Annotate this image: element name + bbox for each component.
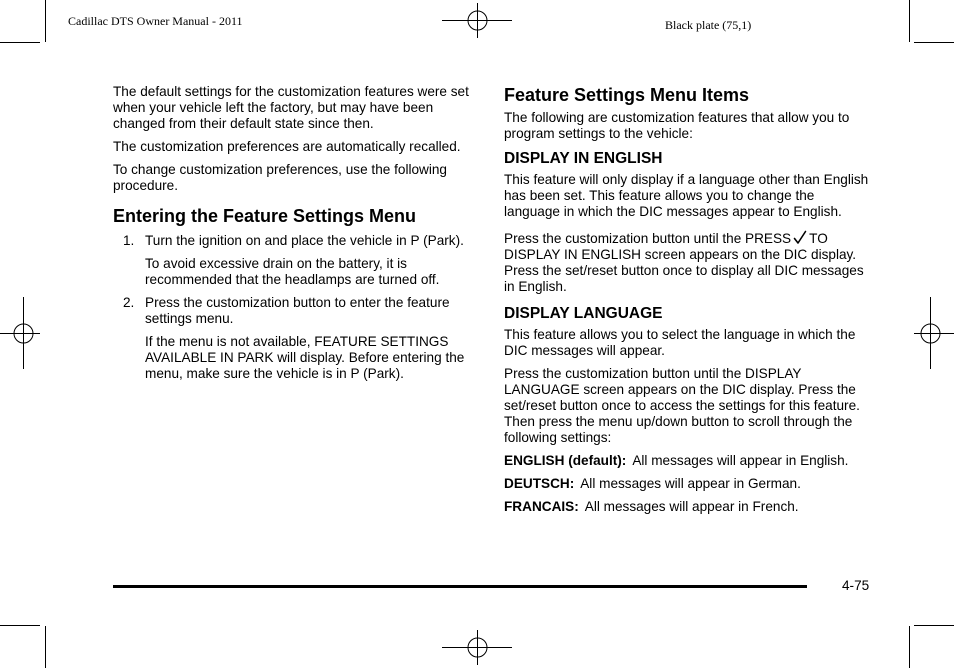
- language-option-francais: [504, 499, 872, 515]
- subheading-display-language: DISPLAY LANGUAGE: [504, 305, 663, 322]
- intro-paragraph-2: The customization preferences are automatically recalled.: [113, 139, 461, 154]
- display-language-paragraph-1: This feature allows you to select the language in which the DIC messages will appear.: [504, 327, 856, 358]
- step-number: 2.: [123, 295, 135, 310]
- press-text: Press the customization button until the PRESS: [504, 231, 792, 246]
- intro-paragraph-3: To change customization preferences, use the following procedure.: [113, 162, 447, 193]
- display-english-text: TO DISPLAY IN ENGLISH screen appears on the DIC display. Press the set/reset button once to display all DIC messages in English.: [504, 231, 864, 294]
- plate-label: Black plate (75,1): [665, 18, 752, 32]
- checkmark-icon: [793, 230, 807, 245]
- section-heading-entering-menu: Entering the Feature Settings Menu: [113, 206, 417, 226]
- step-text: Turn the ignition on and place the vehicle in P (Park).: [145, 233, 464, 248]
- option-description: All messages will appear in German.: [580, 476, 801, 491]
- manual-title: Cadillac DTS Owner Manual - 2011: [68, 14, 243, 28]
- left-column: [113, 84, 475, 389]
- registration-mark-left: [0, 297, 40, 369]
- section-heading-menu-items: Feature Settings Menu Items: [504, 85, 750, 105]
- step-number: 1.: [123, 233, 135, 248]
- step-note: To avoid excessive drain on the battery, it is recommended that the headlamps are turned off.: [145, 256, 440, 287]
- option-term: ENGLISH (default):: [504, 453, 627, 468]
- language-option-english: [504, 453, 872, 469]
- list-item: [113, 233, 475, 288]
- page-number: 4-75: [842, 578, 870, 593]
- step-text: Press the customization button to enter the feature settings menu.: [145, 295, 450, 326]
- display-in-english-paragraph-2: [504, 230, 872, 295]
- step-note: If the menu is not available, FEATURE SETTINGS AVAILABLE IN PARK will display. Before entering the menu, make sure the vehicle is in P (Park).: [145, 334, 465, 381]
- footer-rule: [113, 585, 807, 588]
- list-item: [113, 295, 475, 382]
- registration-mark-bottom: [442, 630, 512, 665]
- language-option-deutsch: [504, 476, 872, 492]
- right-column: [504, 84, 872, 522]
- option-description: All messages will appear in English.: [632, 453, 849, 468]
- menu-items-intro: The following are customization features that allow you to program settings to the vehicle:: [504, 110, 850, 141]
- registration-mark-right: [914, 297, 954, 369]
- option-term: FRANCAIS:: [504, 499, 579, 514]
- option-term: DEUTSCH:: [504, 476, 575, 491]
- steps-list: [113, 233, 475, 382]
- subheading-display-in-english: DISPLAY IN ENGLISH: [504, 150, 663, 167]
- intro-paragraph-1: The default settings for the customization features were set when your vehicle left the factory, but may have been changed from their default state since then.: [113, 84, 469, 131]
- display-language-paragraph-2: Press the customization button until the DISPLAY LANGUAGE screen appears on the DIC display. Press the set/reset button once to access the settings for this feature. Then press the menu up/down button to scroll through the following settings:: [504, 366, 860, 445]
- registration-mark-top: [442, 3, 512, 38]
- option-description: All messages will appear in French.: [584, 499, 799, 514]
- display-in-english-paragraph-1: This feature will only display if a language other than English has been set. This feature allows you to change the language in which the DIC messages appear to English.: [504, 172, 869, 219]
